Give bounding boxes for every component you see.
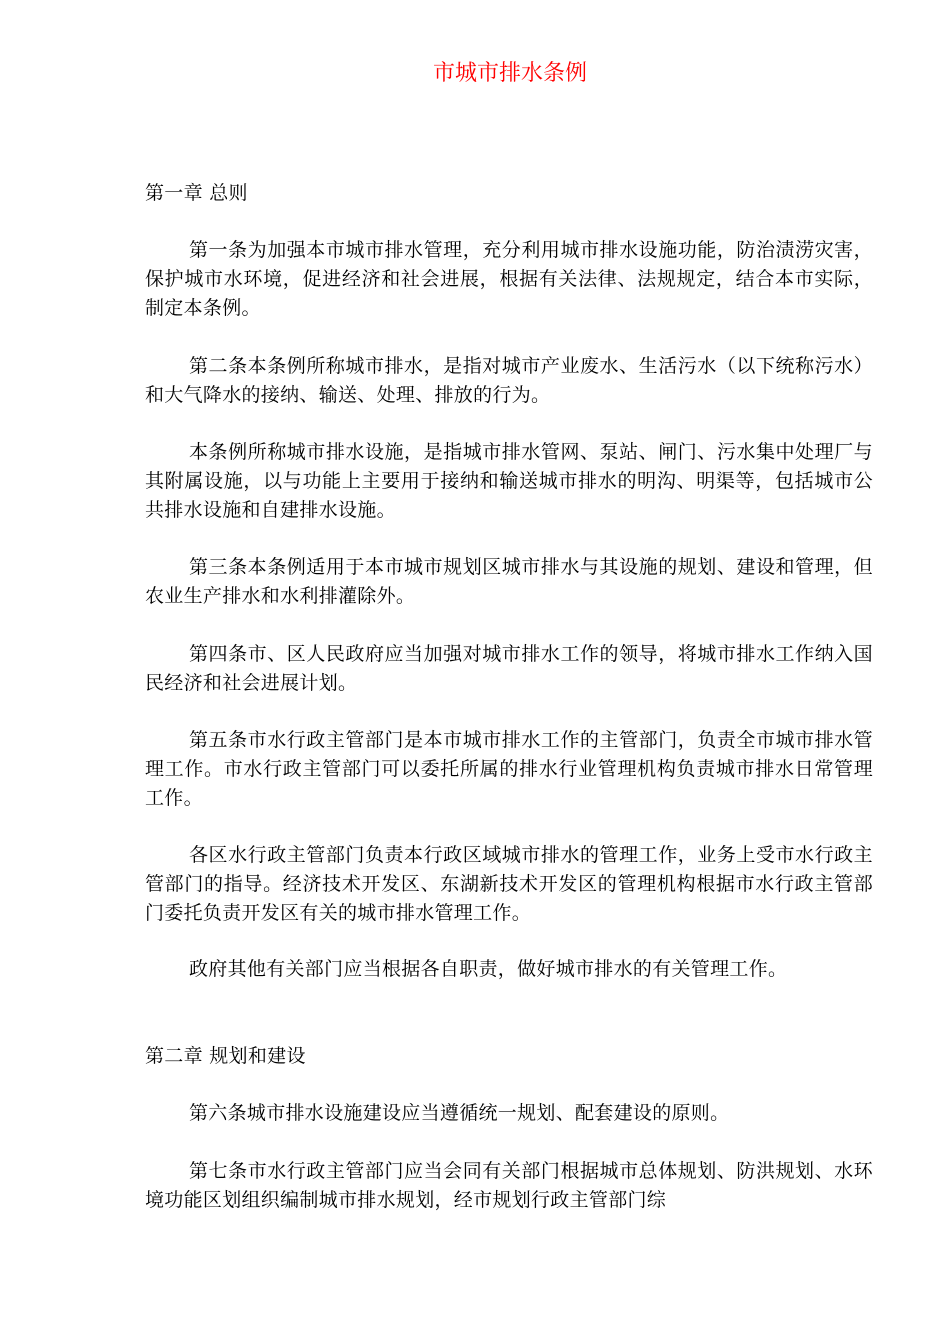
paragraph-article-6: 第六条城市排水设施建设应当遵循统一规划、配套建设的原则。 — [189, 1102, 730, 1124]
paragraph-article-2: 第二条本条例所称城市排水，是指对城市产业废水、生活污水（以下统称污水）和大气降水的接纳、输送、处理、排放的行为。 — [145, 355, 873, 406]
paragraph-article-4: 第四条市、区人民政府应当加强对城市排水工作的领导，将城市排水工作纳入国民经济和社会进展计划。 — [145, 643, 873, 694]
paragraph-article-2-drainage-facilities: 本条例所称城市排水设施，是指城市排水管网、泵站、闸门、污水集中处理厂与其附属设施，以与功能上主要用于接纳和输送城市排水的明沟、明渠等，包括城市公共排水设施和自建排水设施。 — [145, 441, 873, 521]
document-title: 市城市排水条例 — [432, 61, 587, 86]
paragraph-article-5-other-departments: 政府其他有关部门应当根据各自职责，做好城市排水的有关管理工作。 — [189, 958, 788, 980]
paragraph-article-5: 第五条市水行政主管部门是本市城市排水工作的主管部门，负责全市城市排水管理工作。市水行政主管部门可以委托所属的排水行业管理机构负责城市排水日常管理工作。 — [145, 729, 873, 809]
chapter-heading-2: 第二章 规划和建设 — [145, 1045, 306, 1067]
paragraph-article-1: 第一条为加强本市城市排水管理，充分利用城市排水设施功能，防治渍涝灾害，保护城市水环境，促进经济和社会进展，根据有关法律、法规规定，结合本市实际，制定本条例。 — [145, 239, 873, 319]
chapter-heading-1: 第一章 总则 — [145, 182, 248, 204]
paragraph-article-3: 第三条本条例适用于本市城市规划区城市排水与其设施的规划、建设和管理，但农业生产排水和水利排灌除外。 — [145, 556, 873, 607]
paragraph-article-7: 第七条市水行政主管部门应当会同有关部门根据城市总体规划、防洪规划、水环境功能区划组织编制城市排水规划，经市规划行政主管部门综 — [145, 1160, 873, 1211]
paragraph-article-5-district: 各区水行政主管部门负责本行政区域城市排水的管理工作，业务上受市水行政主管部门的指导。经济技术开发区、东湖新技术开发区的管理机构根据市水行政主管部门委托负责开发区有关的城市排水管理工作。 — [145, 844, 873, 924]
